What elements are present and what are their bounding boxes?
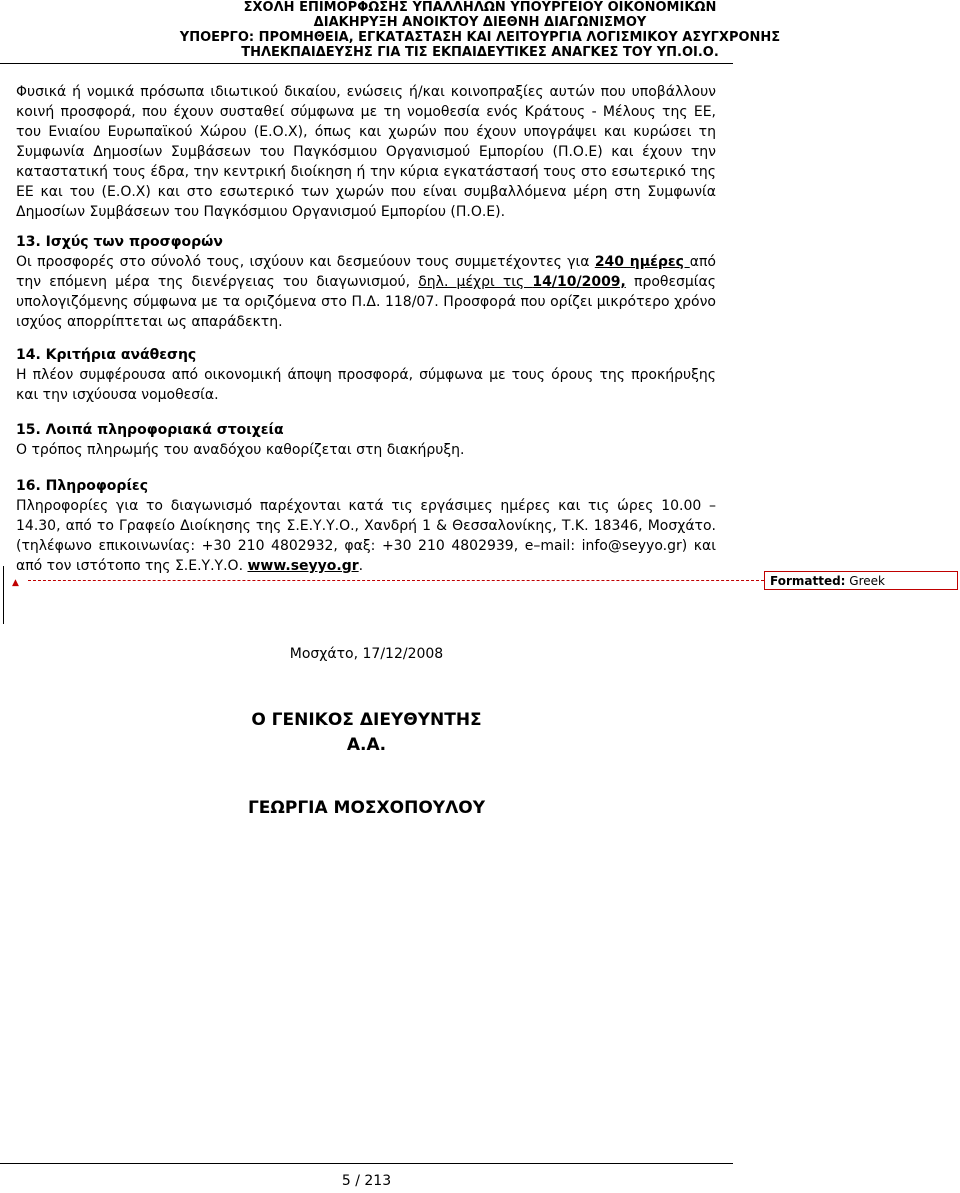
section-16-title: 16. Πληροφορίες xyxy=(16,478,148,494)
place-date: Μοσχάτο, 17/12/2008 xyxy=(289,646,444,662)
signatory-sub: Α.Α. xyxy=(346,735,387,755)
header-line-4: ΤΗΛΕΚΠΑΙΔΕΥΣΗΣ ΓΙΑ ΤΙΣ ΕΚΠΑΙΔΕΥΤΙΚΕΣ ΑΝΑΓΚΕΣ ΤΟΥ ΥΠ.ΟΙ.Ο. xyxy=(241,45,719,60)
formatting-balloon[interactable] xyxy=(764,571,958,590)
intro-paragraph[interactable]: Φυσικά ή νομικά πρόσωπα ιδιωτικού δικαίου, ενώσεις ή/και κοινοπραξίες αυτών που υποβάλλουν κοινή προσφορά, που έχουν συσταθεί σύμφωνα με τη νομοθεσία ενός Κράτους - Μέλους της ΕΕ, του Ενιαίου Ευρωπαϊκού Χώρου (Ε.Ο.Χ), όπως και χωρών που έχουν υπογράψει και κυρώσει τη Συμφωνία Δημοσίων Συμβάσεων του Παγκόσμιου Οργανισμού Εμπορίου (Π.Ο.Ε) και έχουν την καταστατική τους έδρα, την κεντρική διοίκηση ή την κύρια εγκατάστασή τους στο εσωτερικό της ΕΕ και του (Ε.Ο.Χ) και στο εσωτερικό των χωρών που είναι συμβαλλόμενα μέρη στη Συμφωνία Δημοσίων Συμβάσεων του Παγκόσμιου Οργανισμού Εμπορίου (Π.Ο.Ε). xyxy=(16,84,716,220)
section-13[interactable] xyxy=(16,232,716,332)
section-15-text: Ο τρόπος πληρωμής του αναδόχου καθορίζεται στη διακήρυξη. xyxy=(16,442,465,458)
section-13-text-part: προθεσμίας υπολογιζόμενης σύμφωνα με τα οριζόμενα στο Π.Δ. 118/07. Προσφορά που ορίζει μικρότερο χρόνο ισχύος απορρίπτεται ως απαράδεκτη. xyxy=(16,274,716,330)
header-line-3: ΥΠΟΕΡΓΟ: ΠΡΟΜΗΘΕΙΑ, ΕΓΚΑΤΑΣΤΑΣΗ ΚΑΙ ΛΕΙΤΟΥΡΓΙΑ ΛΟΓΙΣΜΙΚΟΥ ΑΣΥΓΧΡΟΝΗΣ xyxy=(179,30,781,45)
comment-connector xyxy=(28,580,764,581)
change-bar xyxy=(3,566,4,624)
section-16[interactable] xyxy=(16,476,716,576)
header-line-2: ΔΙΑΚΗΡΥΞΗ ΑΝΟΙΚΤΟΥ ΔΙΕΘΝΗ ΔΙΑΓΩΝΙΣΜΟΥ xyxy=(313,15,647,30)
caret-icon: ▲ xyxy=(12,578,19,588)
balloon-value: Greek xyxy=(845,574,885,588)
section-14-text: Η πλέον συμφέρουσα από οικονομική άποψη προσφορά, σύμφωνα με τους όρους της προκήρυξης και την ισχύουσα νομοθεσία. xyxy=(16,367,716,403)
document-header xyxy=(0,0,960,60)
section-14[interactable] xyxy=(16,345,716,405)
validity-date: 14/10/2009, xyxy=(532,274,626,290)
page-number: 5 / 213 xyxy=(341,1173,392,1189)
section-16-text-body: Πληροφορίες για το διαγωνισμό παρέχονται κατά τις εργάσιμες ημέρες και τις ώρες 10.00 – 14.30, από το Γραφείο Διοίκησης της Σ.Ε.Υ.Υ.Ο., Χανδρή 1 & Θεσσαλονίκης, Τ.Κ. 18346, Μοσχάτο. (τηλέφωνο επικοινωνίας: +30 210 4802932, φαξ: +30 210 4802939, e–mail: info@seyyo.gr) και από τον ιστότοπο της Σ.Ε.Υ.Υ.Ο. xyxy=(16,498,716,574)
until-label: δηλ. μέχρι τις xyxy=(418,274,533,290)
section-13-text-part: Οι προσφορές στο σύνολό τους, ισχύουν και δεσμεύουν τους συμμετέχοντες για xyxy=(16,254,595,270)
validity-days: 240 ημέρες xyxy=(594,254,690,270)
header-line-1: ΣΧΟΛΗ ΕΠΙΜΟΡΦΩΣΗΣ ΥΠΑΛΛΗΛΩΝ ΥΠΟΥΡΓΕΙΟΥ ΟΙΚΟΝΟΜΙΚΩΝ xyxy=(243,0,717,15)
website-link[interactable]: www.seyyo.gr xyxy=(247,558,359,574)
balloon-label: Formatted: xyxy=(770,574,846,588)
section-16-text-end: . xyxy=(358,558,364,574)
section-13-text-part: από την επόμενη μέρα της διενέργειας του διαγωνισμού, xyxy=(16,254,716,290)
header-rule xyxy=(0,63,733,64)
signatory-title: Ο ΓΕΝΙΚΟΣ ΔΙΕΥΘΥΝΤΗΣ xyxy=(251,710,482,730)
section-13-title: 13. Ισχύς των προσφορών xyxy=(16,234,223,250)
section-15[interactable] xyxy=(16,420,716,460)
section-16-text xyxy=(16,496,716,576)
signatory-name: ΓΕΩΡΓΙΑ ΜΟΣΧΟΠΟΥΛΟΥ xyxy=(247,798,486,818)
footer-rule xyxy=(0,1163,733,1164)
section-14-title: 14. Κριτήρια ανάθεσης xyxy=(16,347,197,363)
section-13-text xyxy=(16,252,716,332)
section-15-title: 15. Λοιπά πληροφοριακά στοιχεία xyxy=(16,422,284,438)
